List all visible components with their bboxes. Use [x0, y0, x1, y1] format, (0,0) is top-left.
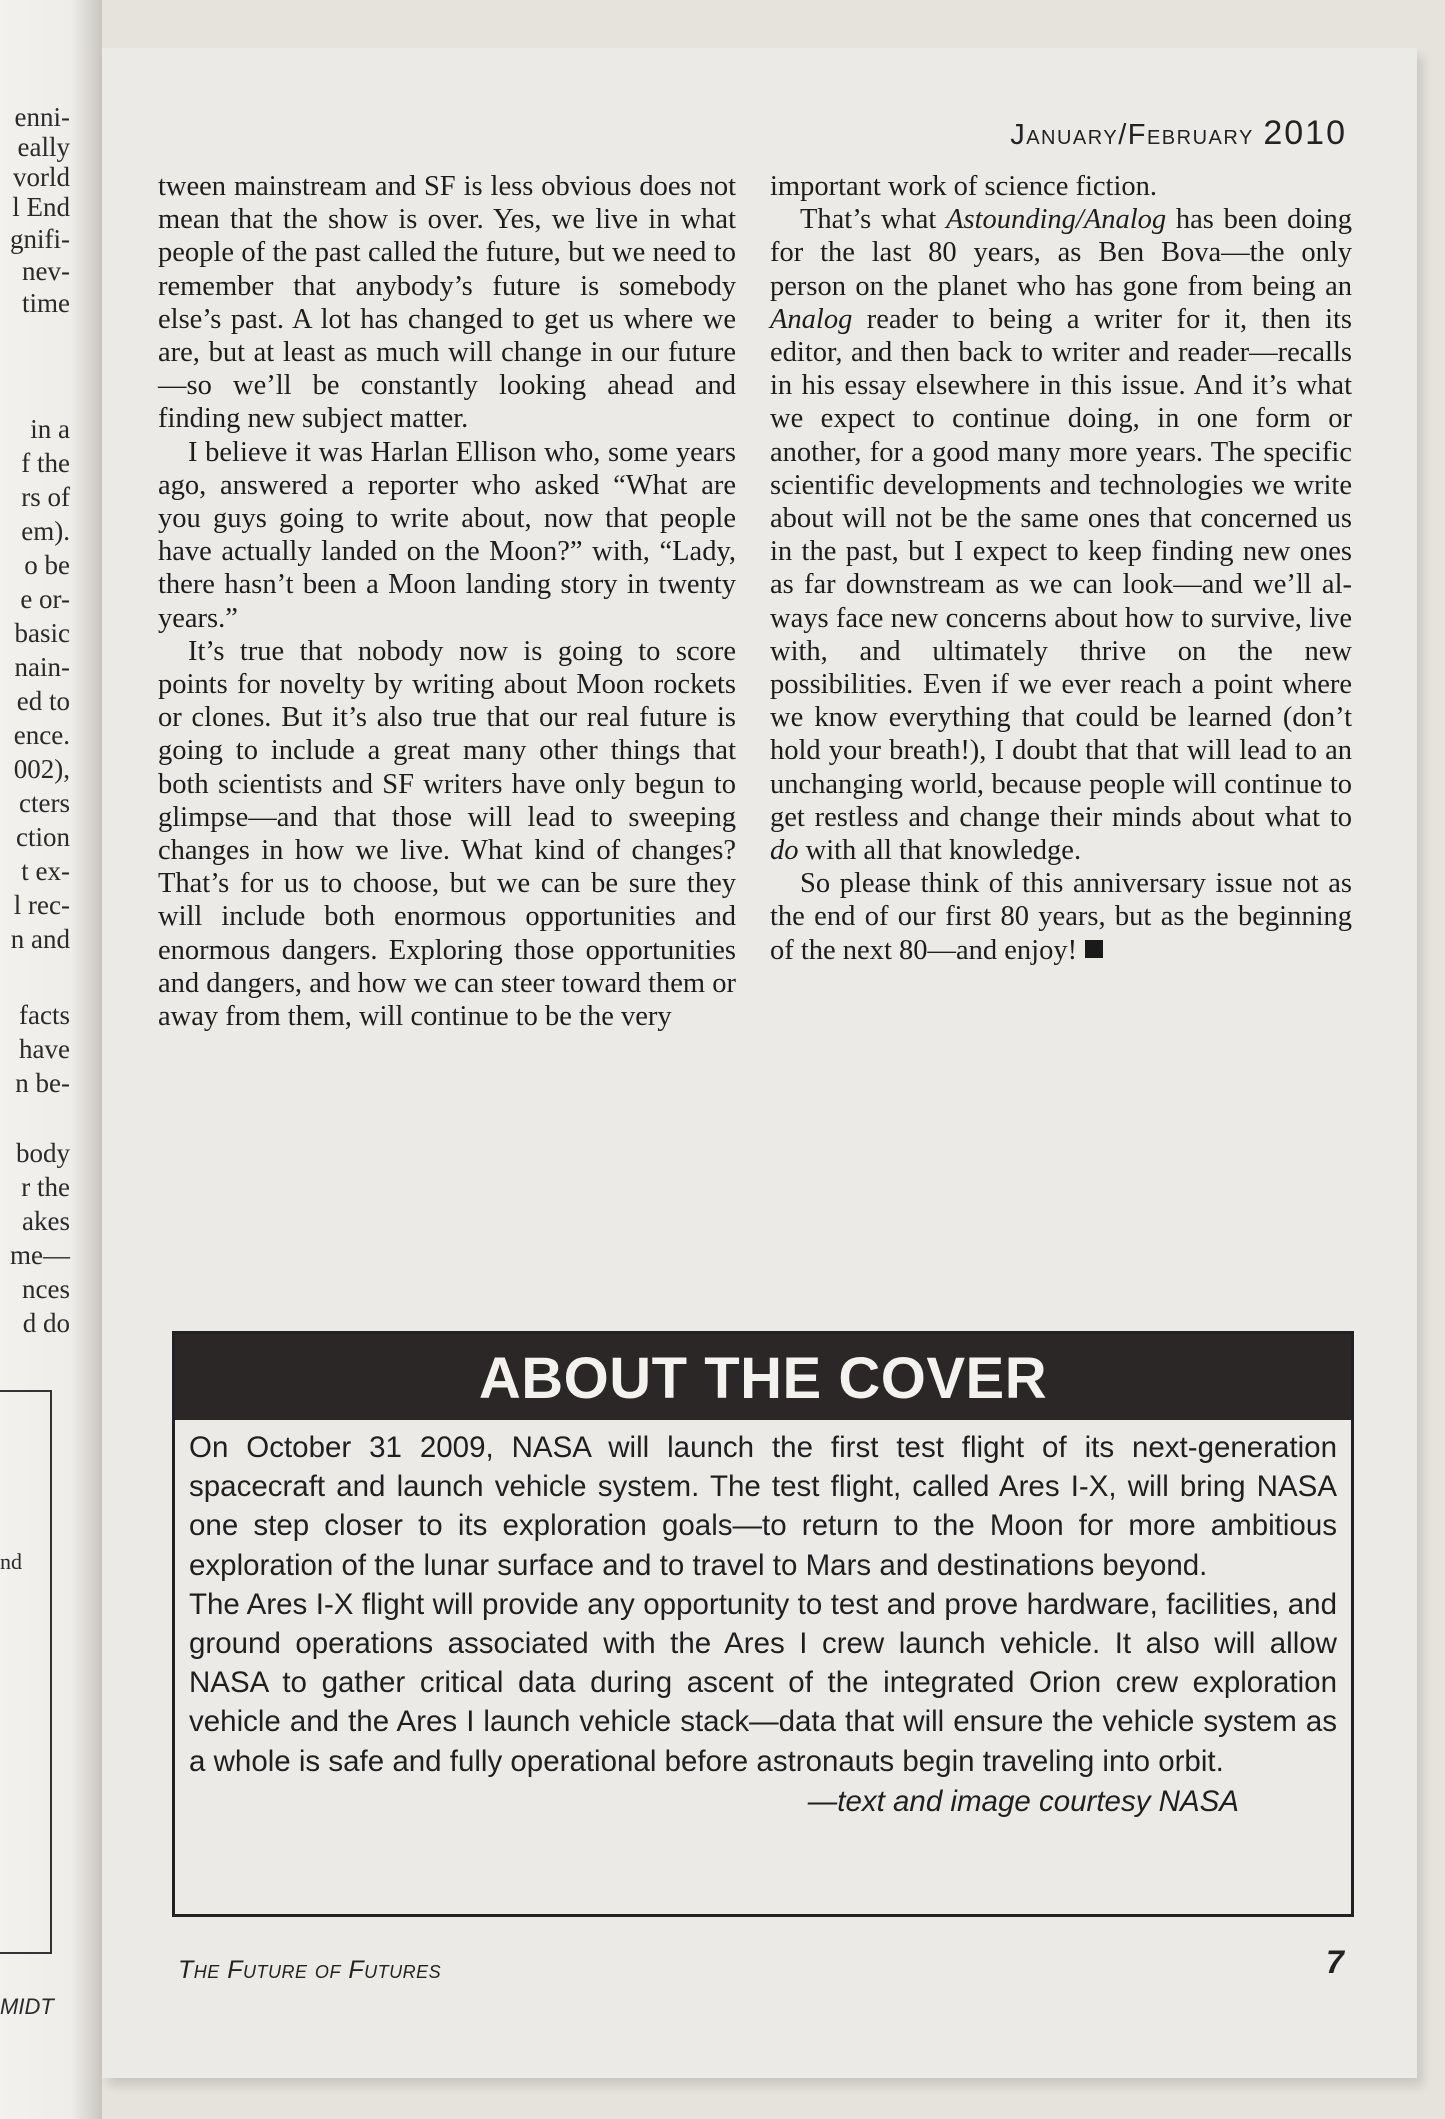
- left-page-box: [0, 1390, 52, 1954]
- cover-paragraph: The Ares I-X flight will provide any opportunity to test and prove hardware, facilities, and ground operations associated with the Ares I crew launch vehicle. It also will allow NASA to gather critical data during ascent of the integrated Orion crew exploration vehicle and the Ares I launch vehicle stack—data that will ensure the vehicle system as a whole is safe and fully operational before astronauts begin traveling into orbit.: [189, 1587, 1337, 1778]
- left-fragment: time: [22, 288, 70, 318]
- left-fragment: in a: [30, 414, 70, 444]
- left-fragment: n be-: [15, 1068, 70, 1098]
- left-fragment: nd: [0, 1549, 22, 1574]
- page-number: 7: [1326, 1944, 1344, 1980]
- left-fragment: 002),: [13, 754, 70, 784]
- article-paragraph: So please think of this anniversary issue not as the end of our first 80 years, but as the beginning of the next 80—and enjoy!: [770, 868, 1352, 966]
- left-fragment: l End: [12, 192, 70, 222]
- running-header: [1010, 114, 1347, 153]
- left-fragment: em).: [21, 516, 70, 546]
- left-fragment: nev-: [22, 256, 70, 286]
- left-fragment: o be: [24, 550, 70, 580]
- article-paragraph: That’s what Astounding/Analog has been doing for the last 80 years, as Ben Bova—the only person on the planet who has gone from being an Analog reader to being a writer for it, then its editor, and then back to writer and reader—recalls in his essay elsewhere in this issue. And it’s what we expect to continue doing, in one form or another, for a good many more years. The specific scientific developments and technologies we write about will not be the same ones that concerned us in the past, but I expect to keep finding new ones as far downstream as we can look—and we’ll always face new concerns about how to survive, live with, and ultimately thrive on the new possibilities. Even if we ever reach a point where we know everything that could be learned (don’t hold your breath!), I doubt that that will lead to an unchanging world, because people will continue to get restless and change their minds about what to do with all that knowledge.: [770, 204, 1352, 867]
- left-fragment: ed to: [16, 686, 70, 716]
- adjacent-page-edge: [0, 0, 102, 2119]
- left-fragment: t ex-: [21, 856, 70, 886]
- left-fragment: l rec-: [13, 890, 70, 920]
- article-paragraph: tween mainstream and SF is less obvious does not mean that the show is over. Yes, we live in what people of the past called the future, but we need to remember that anybody’s future is somebody else’s past. A lot has changed to get us where we are, but at least as much will change in our future—so we’ll be constantly looking ahead and finding new subject matter.: [158, 171, 736, 435]
- article-paragraph: It’s true that nobody now is going to score points for novelty by writing about Moon rockets or clones. But it’s also true that our real future is going to include a great many other things that both scientists and SF writers have only begun to glimpse—and that those will lead to sweeping changes in how we live. What kind of changes? That’s for us to choose, but we can be sure they will include both enormous opportunities and enormous dangers. Exploring those opportunities and dangers, and how we can steer toward them or away from them, will continue to be the very: [158, 635, 736, 1033]
- magazine-title-italic: Analog: [770, 303, 853, 335]
- header-year: 2010: [1263, 114, 1347, 152]
- magazine-title-italic: Astounding/Analog: [946, 204, 1167, 236]
- cover-box-title: ABOUT THE COVER: [175, 1334, 1351, 1420]
- left-fragment: me—: [10, 1240, 70, 1270]
- left-fragment: vorld: [13, 162, 70, 192]
- left-fragment: r the: [21, 1172, 70, 1202]
- article-paragraph: important work of science fiction.: [770, 171, 1158, 202]
- cover-credit: —text and image courtesy NASA: [807, 1784, 1239, 1818]
- left-fragment: ction: [16, 822, 70, 852]
- left-fragment: f the: [21, 448, 70, 478]
- left-fragment: d do: [22, 1308, 70, 1338]
- header-issue: January/February: [1010, 119, 1254, 151]
- left-fragment: basic: [14, 618, 70, 648]
- left-fragment: facts: [19, 1000, 70, 1030]
- emphasis-italic: do: [770, 835, 799, 867]
- left-fragment: have: [19, 1034, 70, 1064]
- cover-paragraph: On October 31 2009, NASA will launch the first test flight of its next-generation spacecraft and launch vehicle system. The test flight, called Ares I-X, will bring NASA one step closer to its exploration goals—to return to the Moon for more ambitious exploration of the lunar surface and to travel to Mars and destinations beyond.: [189, 1431, 1337, 1582]
- left-fragment: n and: [10, 924, 70, 954]
- left-fragment: cters: [19, 788, 70, 818]
- left-fragment: body: [16, 1138, 70, 1168]
- article-column-right: [770, 170, 1352, 967]
- footer-title: The Future of Futures: [178, 1956, 442, 1984]
- left-fragment: enni-: [14, 102, 70, 132]
- left-fragment: ence.: [13, 720, 70, 750]
- magazine-page: [102, 48, 1417, 2078]
- left-fragment: rs of: [21, 482, 70, 512]
- left-fragment: nain-: [14, 652, 70, 682]
- article-paragraph: I believe it was Harlan Ellison who, some years ago, answered a reporter who asked “What are you guys going to write about, now that people have actually landed on the Moon?” with, “Lady, there hasn’t been a Moon landing story in twenty years.”: [158, 436, 736, 634]
- cover-box-body: [175, 1420, 1351, 1823]
- left-fragment: e or-: [20, 584, 70, 614]
- left-fragment: eally: [17, 132, 70, 162]
- end-of-article-square-icon: [1085, 940, 1103, 958]
- left-fragment: MIDT: [0, 1994, 54, 2019]
- left-fragment: nces: [22, 1274, 70, 1304]
- article-column-left: [158, 170, 736, 1033]
- about-the-cover-box: [172, 1331, 1354, 1917]
- left-fragment: gnifi-: [10, 224, 70, 254]
- left-fragment: akes: [22, 1206, 70, 1236]
